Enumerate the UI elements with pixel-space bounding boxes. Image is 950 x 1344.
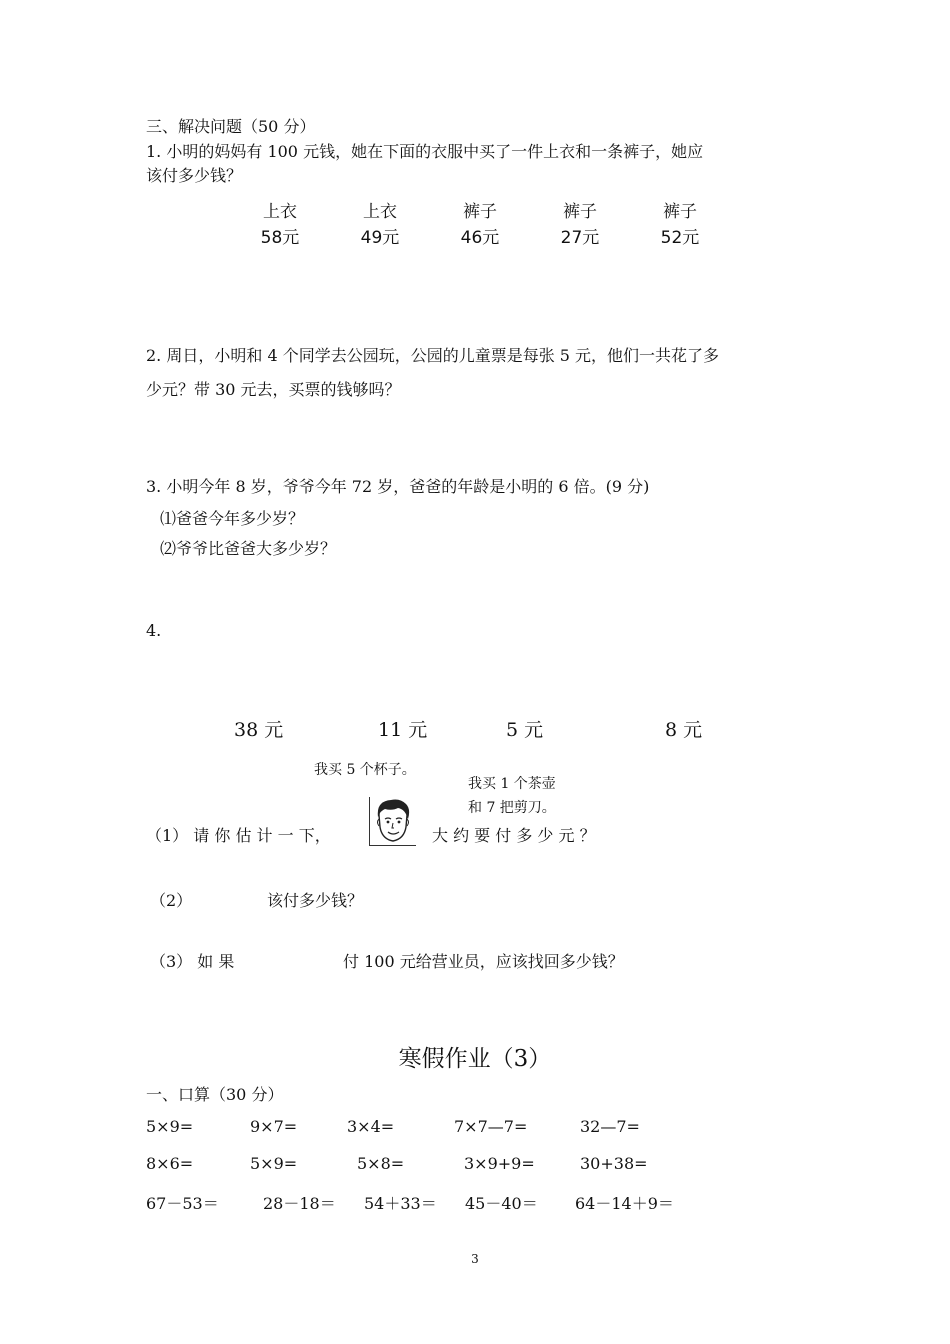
clothes-item (440, 199, 520, 251)
page-number: 3 (471, 1252, 479, 1266)
item-price: 11 元 (378, 719, 428, 741)
q4-label: 4. (146, 621, 162, 640)
math-problem: 30+38= (580, 1154, 648, 1173)
boy-face-icon (370, 797, 416, 845)
clothes-price: 46元 (460, 228, 500, 248)
clothes-item (540, 199, 620, 251)
q1-line1: 1. 小明的妈妈有 100 元钱，她在下面的衣服中买了一件上衣和一条裤子，她应 (146, 142, 704, 161)
q2-line2: 少元？带 30 元去，买票的钱够吗？ (146, 380, 401, 399)
mental-math-heading: 一、口算（30 分） (146, 1085, 284, 1104)
clothes-name: 上衣 (363, 202, 397, 222)
item-price: 5 元 (506, 719, 544, 741)
clothes-name: 裤子 (663, 202, 697, 222)
math-problem: 28－18＝ (263, 1194, 336, 1213)
homework-title: 寒假作业（3） (398, 1046, 552, 1072)
clothes-name: 上衣 (263, 202, 297, 222)
clothes-name: 裤子 (463, 202, 497, 222)
math-problem: 45－40＝ (465, 1194, 538, 1213)
math-problem: 8×6= (146, 1154, 194, 1173)
math-problem: 5×8= (357, 1154, 405, 1173)
q4-part2-suffix: 该付多少钱？ (267, 891, 364, 910)
q1-line2: 该付多少钱？ (146, 166, 243, 185)
math-problem: 5×9= (250, 1154, 298, 1173)
math-problem: 67－53＝ (146, 1194, 219, 1213)
speech-bubble-right-line1: 我买 1 个茶壶 (468, 776, 556, 792)
clothes-price: 27元 (560, 228, 600, 248)
math-problem: 54＋33＝ (364, 1194, 437, 1213)
item-price: 38 元 (234, 719, 284, 741)
speech-bubble-left: 我买 5 个杯子。 (314, 762, 416, 778)
clothes-item (240, 199, 320, 251)
q3-line1: 3. 小明今年 8 岁，爷爷今年 72 岁，爸爸的年龄是小明的 6 倍。(9 分) (146, 477, 650, 496)
clothes-price: 58元 (260, 228, 300, 248)
clothes-price: 49元 (360, 228, 400, 248)
math-problem: 7×7—7= (454, 1117, 528, 1136)
clothes-item (640, 199, 720, 251)
math-problem: 3×9+9= (464, 1154, 535, 1173)
q4-part3-prefix: （3） 如 果 (150, 952, 235, 971)
math-problem: 3×4= (347, 1117, 395, 1136)
q2-line1: 2. 周日，小明和 4 个同学去公园玩，公园的儿童票是每张 5 元，他们一共花了多 (146, 346, 720, 365)
clothes-name: 裤子 (563, 202, 597, 222)
item-price: 8 元 (665, 719, 703, 741)
math-problem: 64－14＋9＝ (575, 1194, 674, 1213)
q4-part1-prefix: （1） 请 你 估 计 一 下， (146, 826, 331, 845)
q3-sub1: ⑴爸爸今年多少岁？ (160, 509, 305, 528)
clothes-price: 52元 (660, 228, 700, 248)
q4-part3-suffix: 付 100 元给营业员，应该找回多少钱？ (343, 952, 624, 971)
q4-part1-suffix: 大 约 要 付 多 少 元 ？ (432, 826, 596, 845)
boy-avatar-icon (369, 797, 416, 846)
section-heading: 三、解决问题（50 分） (146, 117, 316, 136)
math-problem: 9×7= (250, 1117, 298, 1136)
clothes-item (340, 199, 420, 251)
speech-bubble-right-line2: 和 7 把剪刀。 (468, 800, 556, 816)
q3-sub2: ⑵爷爷比爸爸大多少岁？ (160, 539, 337, 558)
math-problem: 5×9= (146, 1117, 194, 1136)
math-problem: 32—7= (580, 1117, 640, 1136)
q4-part2-prefix: （2） (150, 891, 193, 910)
